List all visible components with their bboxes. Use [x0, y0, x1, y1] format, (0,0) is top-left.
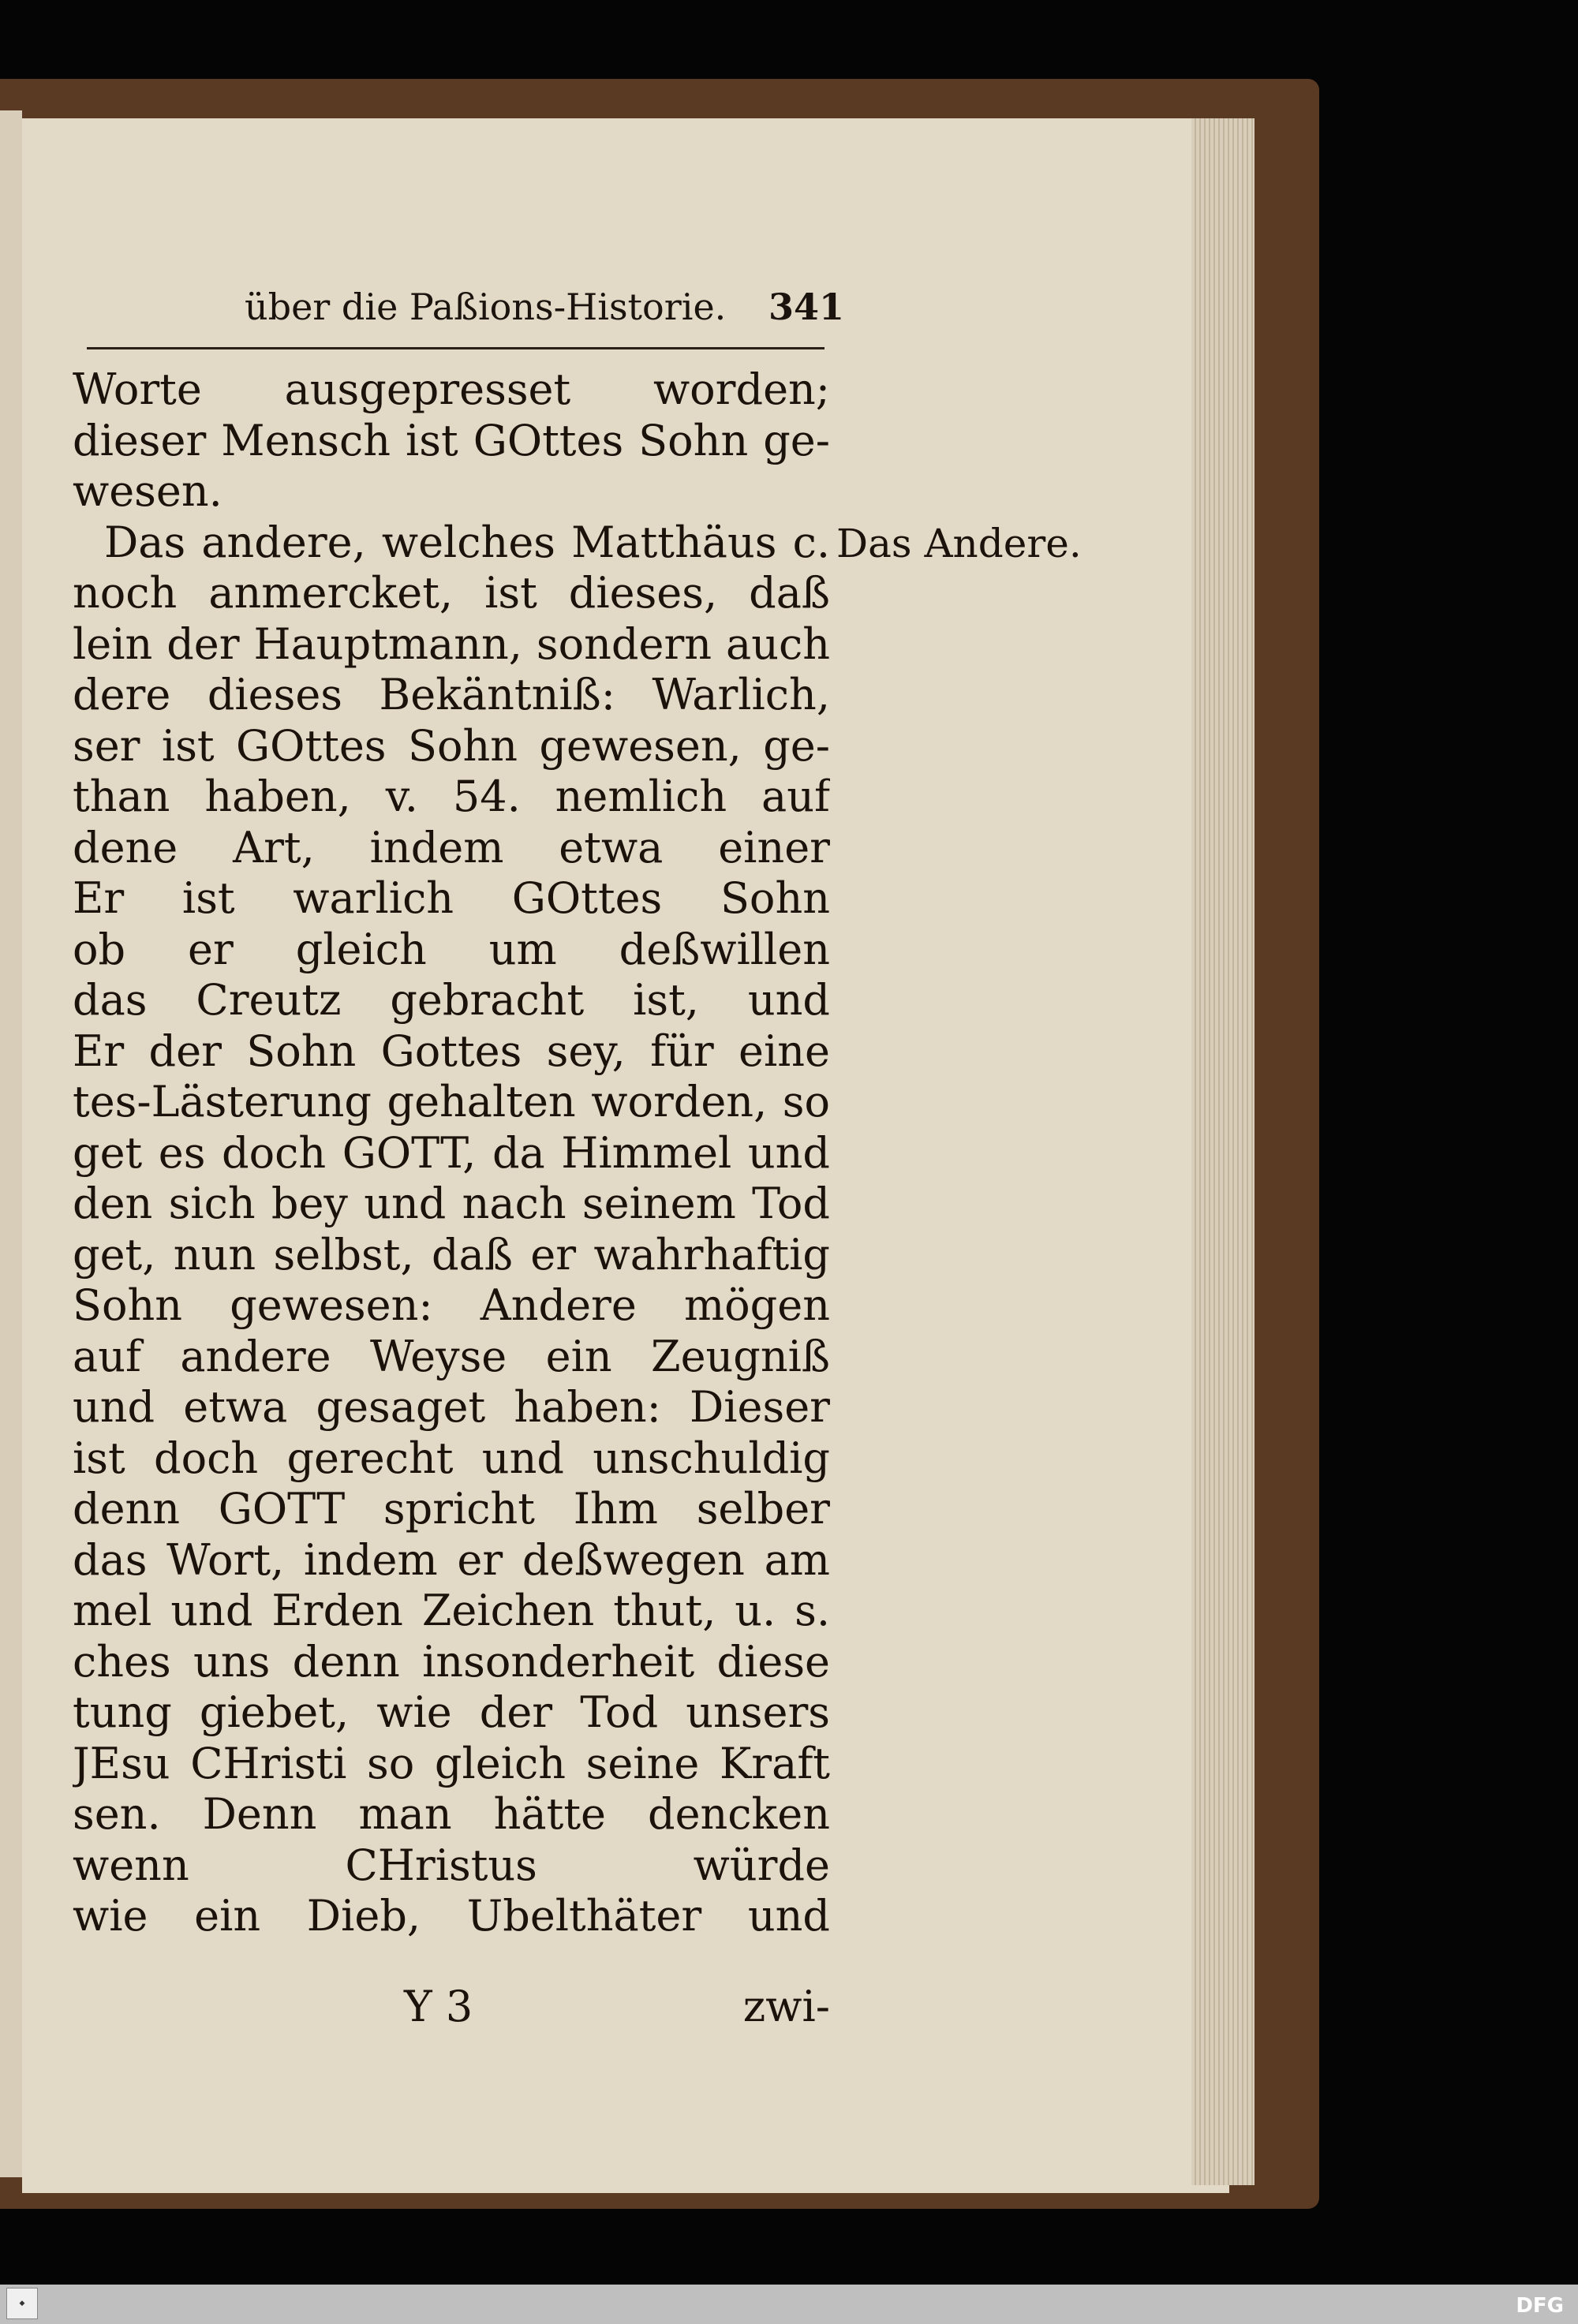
text-line: lein der Hauptmann, sondern auch [73, 618, 830, 669]
body-text [73, 364, 830, 1942]
text-line: Er ist warlich GOttes Sohn [73, 873, 830, 923]
text-line: Er der Sohn Gottes sey, für eine [73, 1026, 830, 1076]
text-line: wie ein Dieb, Ubelthäter und [73, 1891, 830, 1941]
text-line: Sohn gewesen: Andere mögen [73, 1280, 830, 1330]
marginal-note: Das Andere. [836, 521, 1082, 566]
text-line: tung giebet, wie der Tod unsers [73, 1687, 830, 1737]
text-line: ist doch gerecht und unschuldig [73, 1433, 830, 1483]
text-line: get, nun selbst, daß er wahrhaftig [73, 1229, 830, 1280]
page-footer [73, 1982, 830, 2037]
show-through-text [860, 805, 1073, 978]
text-line: und etwa gesaget haben: Dieser [73, 1382, 830, 1432]
text-line: ser ist GOttes Sohn gewesen, ge- [73, 720, 830, 771]
text-line: denn GOTT spricht Ihm selber [73, 1484, 830, 1534]
text-line: dere dieses Bekäntniß: Warlich, [73, 670, 830, 719]
text-line: den sich bey und nach seinem Tod [73, 1179, 830, 1228]
page-number: 341 [768, 286, 844, 328]
catchword: zwi- [742, 1982, 830, 2031]
text-line: dene Art, indem etwa einer [73, 822, 830, 872]
text-line: Das andere, welches Matthäus c. [104, 517, 830, 567]
facing-page-edge [0, 110, 22, 2177]
text-line: Worte ausgepresset worden; [73, 364, 830, 414]
running-head [245, 286, 844, 341]
text-line: JEsu CHristi so gleich seine Kraft [73, 1738, 830, 1788]
running-title: über die Paßions-Historie. [245, 286, 727, 328]
library-logo-icon: ◆ [6, 2288, 38, 2319]
header-rule [87, 347, 825, 349]
page-block-edges [1191, 118, 1255, 2185]
text-line: noch anmercket, ist dieses, daß [73, 568, 830, 618]
text-line: das Wort, indem er deßwegen am [73, 1534, 830, 1585]
text-line: tes-Lästerung gehalten worden, so [73, 1077, 830, 1127]
text-line: mel und Erden Zeichen thut, u. s. [73, 1586, 830, 1635]
signature-mark: Y 3 [404, 1982, 473, 2031]
text-line: das Creutz gebracht ist, und [73, 975, 830, 1025]
dfg-logo: DFG [1516, 2294, 1564, 2318]
text-line: sen. Denn man hätte dencken [73, 1789, 830, 1839]
text-line: ches uns denn insonderheit diese [73, 1636, 830, 1687]
text-line: wenn CHristus würde [73, 1840, 830, 1890]
viewer-footer-bar [0, 2285, 1578, 2324]
text-line: ob er gleich um deßwillen [73, 924, 830, 974]
text-line: wesen. [73, 466, 222, 516]
text-line: get es doch GOTT, da Himmel und [73, 1127, 830, 1178]
text-line: auf andere Weyse ein Zeugniß [73, 1331, 830, 1381]
text-line: dieser Mensch ist GOttes Sohn ge- [73, 415, 830, 465]
text-line: than haben, v. 54. nemlich auf [73, 772, 830, 821]
